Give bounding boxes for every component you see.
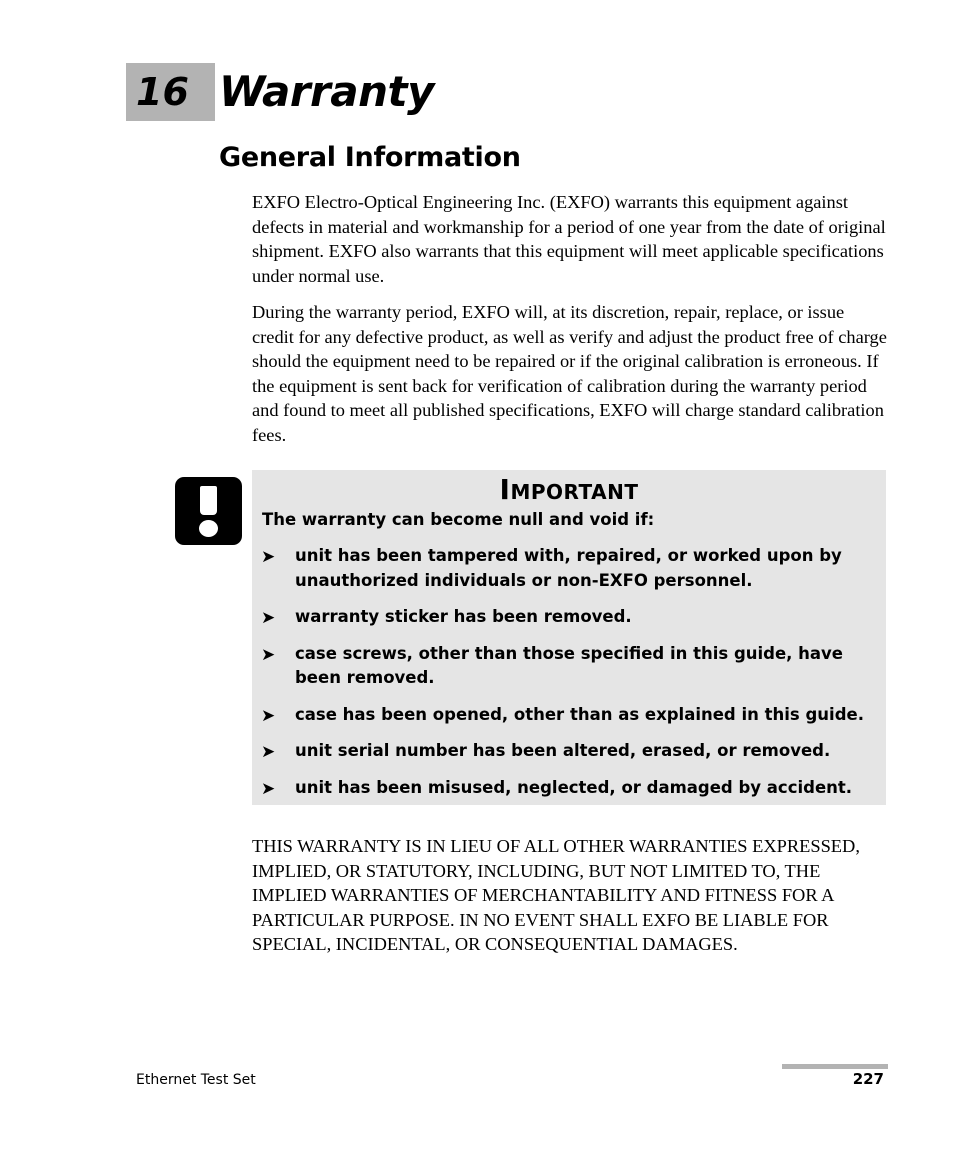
list-item [252, 739, 886, 764]
arrow-bullet-icon: ➤ [261, 547, 276, 567]
arrow-bullet-icon: ➤ [261, 742, 276, 762]
arrow-bullet-icon: ➤ [261, 644, 276, 665]
arrow-bullet-icon: ➤ [261, 608, 276, 628]
list-item-text: case has been opened, other than as explained in this guide. [295, 704, 864, 724]
important-notice [252, 470, 886, 805]
list-item-text: unit has been misused, neglected, or damaged by accident. [295, 777, 853, 797]
list-item-text: case screws, other than those specified in this guide, have been removed. [295, 643, 843, 687]
paragraph-warranty-terms: EXFO Electro-Optical Engineering Inc. (EXFO) warrants this equipment against defects in material and workmanship for a period of one year from the date of original shipment. EXFO also warrants that this equipment will meet applicable specifications under normal use. [252, 192, 886, 286]
list-item [252, 776, 886, 801]
page-number: 227 [852, 1070, 884, 1088]
important-heading: Important [499, 473, 639, 506]
paragraph-warranty-period: During the warranty period, EXFO will, at its discretion, repair, replace, or issue credit for any defective product, as well as verify and adjust the product free of charge should the equipment need to be repaired or if the original calibration is erroneous. If the equipment is sent back for verification of calibration during the warranty period and found to meet all published specifications, EXFO will charge standard calibration fees. [252, 302, 887, 445]
list-item-text: warranty sticker has been removed. [295, 607, 632, 626]
paragraph-disclaimer: THIS WARRANTY IS IN LIEU OF ALL OTHER WARRANTIES EXPRESSED, IMPLIED, OR STATUTORY, INCLUDING, BUT NOT LIMITED TO, THE IMPLIED WARRANTIES OF MERCHANTABILITY AND FITNESS FOR A PARTICULAR PURPOSE. IN NO EVENT SHALL EXFO BE LIABLE FOR SPECIAL, INCIDENTAL, OR CONSEQUENTIAL DAMAGES. [252, 836, 860, 955]
list-item [252, 642, 886, 691]
arrow-bullet-icon: ➤ [261, 705, 276, 726]
list-item [252, 605, 886, 630]
exclamation-icon [175, 477, 242, 545]
chapter-number: 16 [126, 63, 215, 121]
footer-product-name: Ethernet Test Set [136, 1072, 256, 1088]
section-title: General Information [219, 142, 521, 173]
list-item-text: unit serial number has been altered, erased, or removed. [295, 741, 831, 760]
list-item [252, 703, 886, 728]
arrow-bullet-icon: ➤ [261, 778, 276, 799]
important-list [252, 544, 886, 812]
list-item [252, 544, 886, 593]
chapter-title: Warranty [219, 67, 434, 116]
list-item-text: unit has been tampered with, repaired, or worked upon by unauthorized individuals or non-EXFO personnel. [295, 546, 842, 590]
important-intro: The warranty can become null and void if: [262, 510, 655, 529]
